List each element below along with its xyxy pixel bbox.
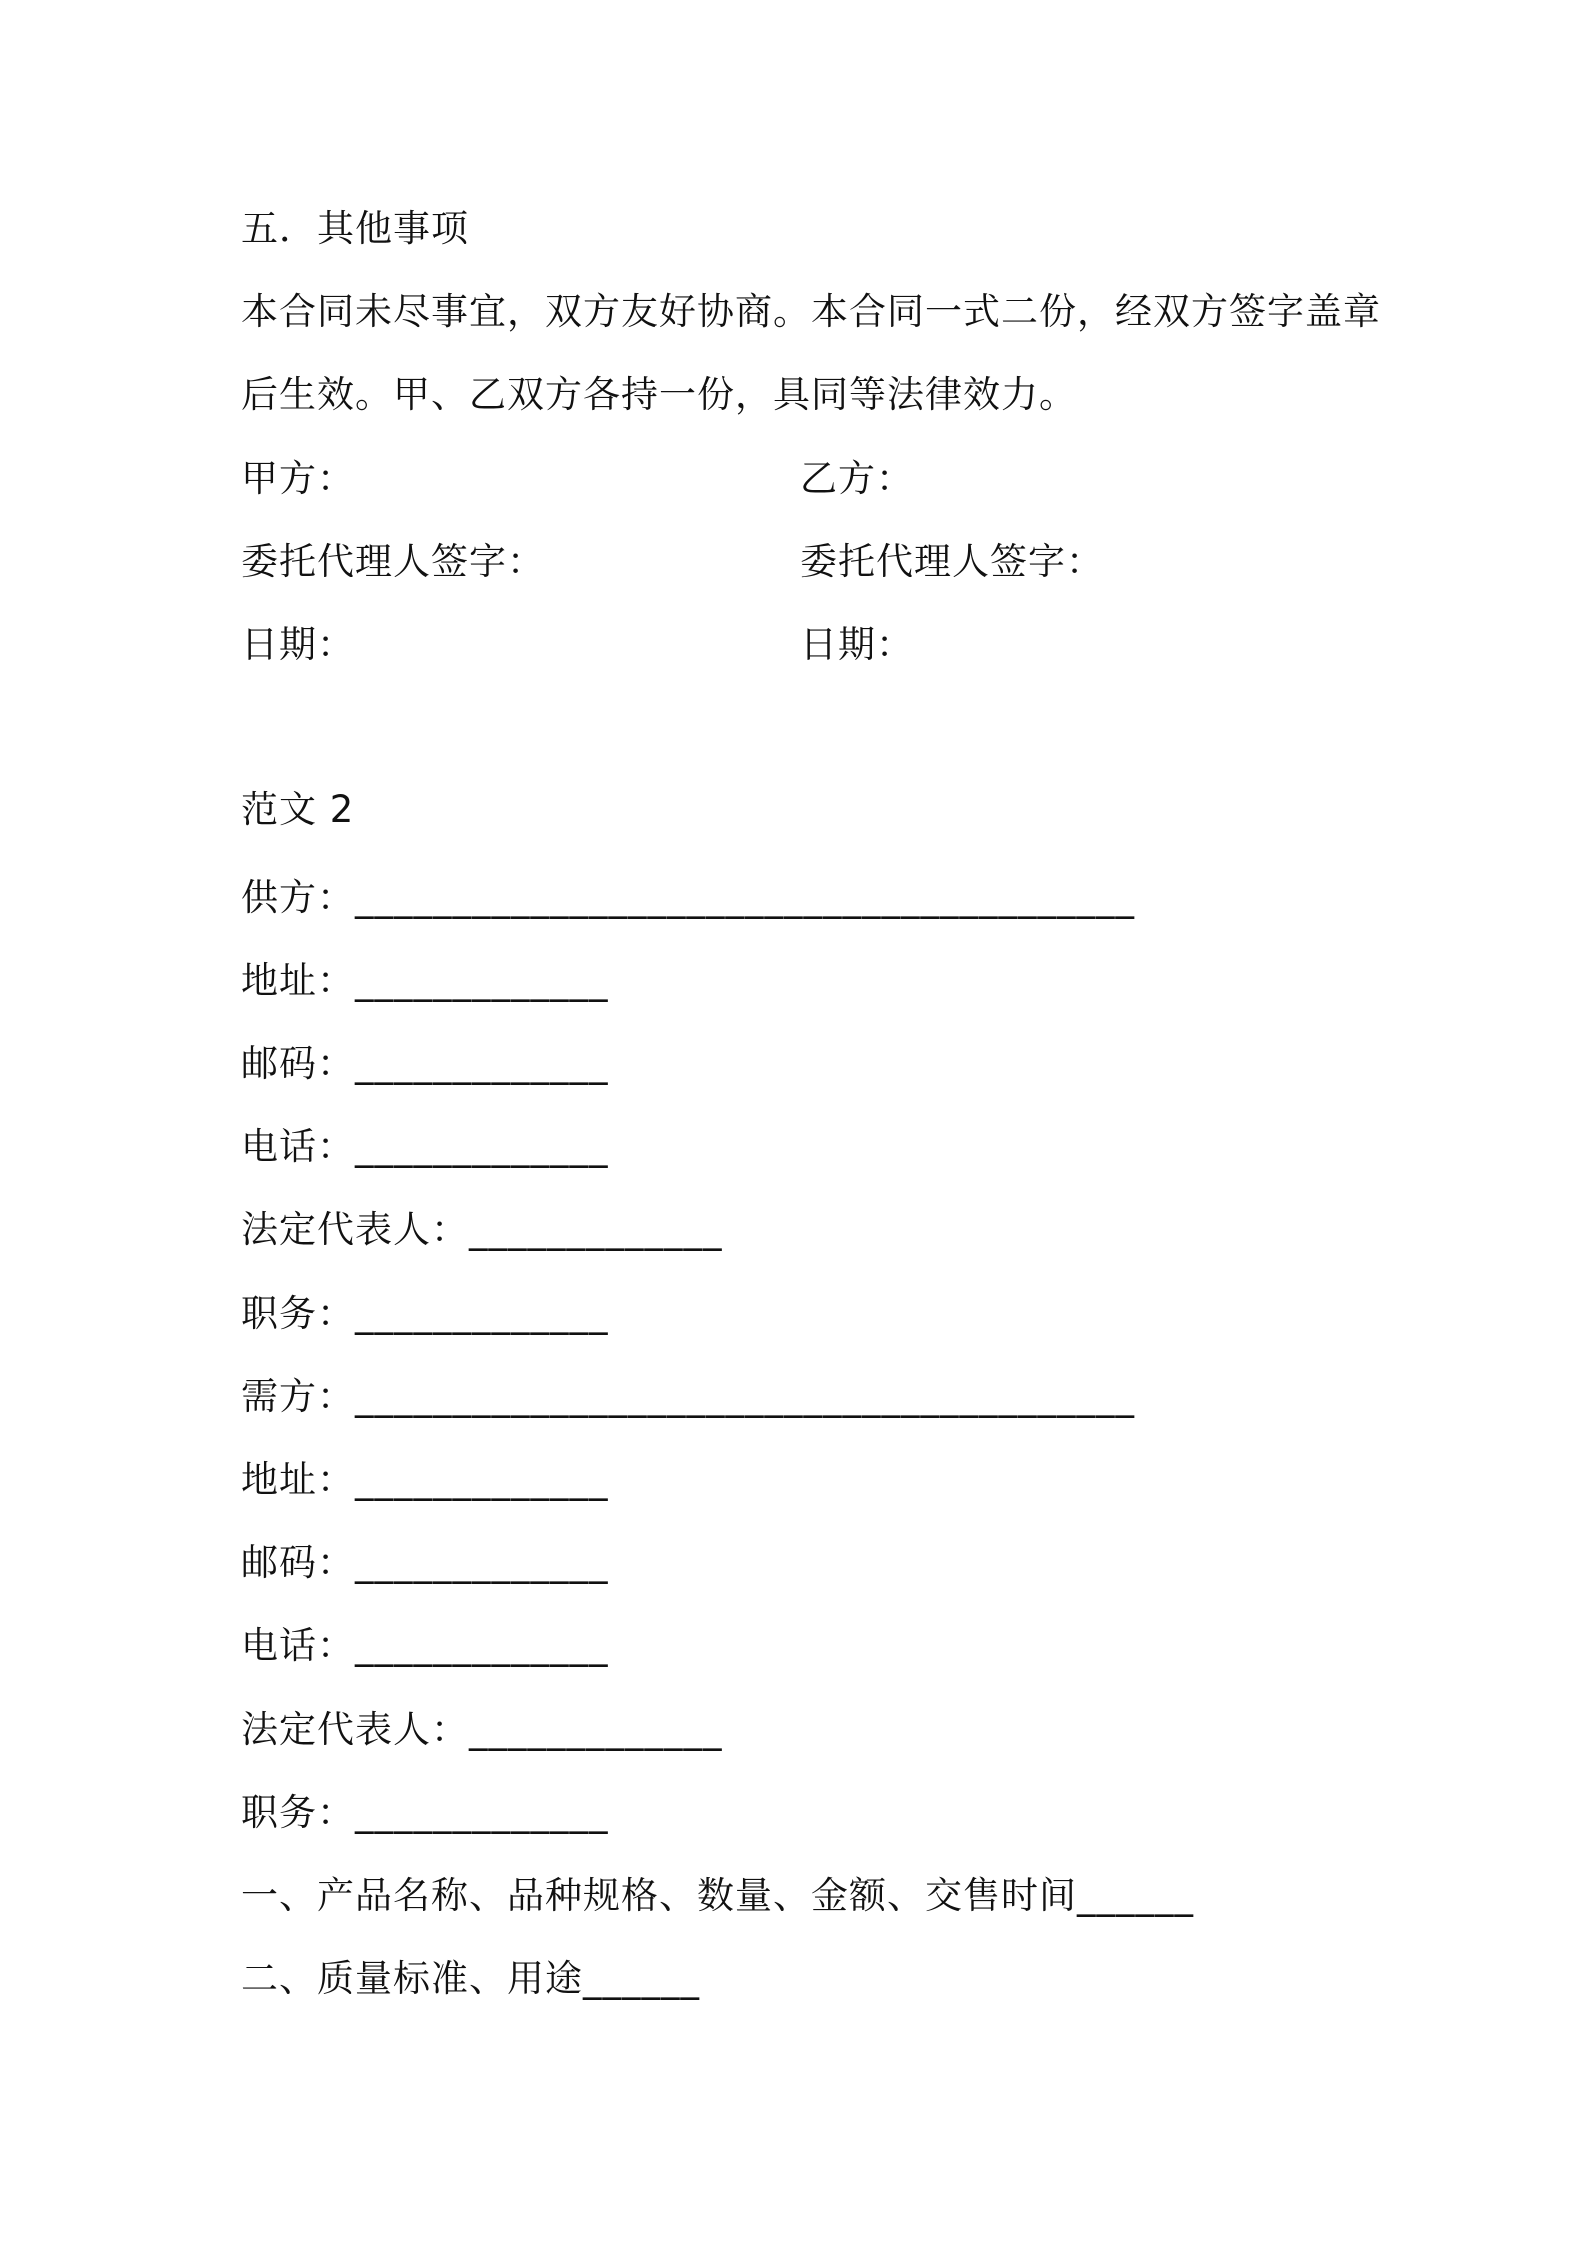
clause-2: 二、质量标准、用途______ (241, 1957, 700, 2000)
supplier-phone-field: 电话：_____________ (241, 1125, 609, 1168)
supplier-name-field: 供方：________________________________________ (241, 876, 1135, 919)
paragraph-line: 本合同未尽事宜，双方友好协商。本合同一式二份，经双方签字盖章 (241, 290, 1381, 333)
agent-a-label: 委托代理人签字： (241, 540, 545, 583)
clause-1: 一、产品名称、品种规格、数量、金额、交售时间______ (241, 1874, 1194, 1917)
buyer-postcode-field: 邮码：_____________ (241, 1541, 609, 1584)
supplier-address-field: 地址：_____________ (241, 959, 609, 1002)
buyer-name-field: 需方：________________________________________ (241, 1375, 1135, 1418)
date-a-label: 日期： (241, 623, 355, 666)
party-b-label: 乙方： (800, 457, 914, 500)
paragraph-line: 后生效。甲、乙双方各持一份，具同等法律效力。 (241, 373, 1077, 416)
buyer-legal-rep-field: 法定代表人：_____________ (241, 1708, 723, 1751)
party-a-label: 甲方： (241, 457, 355, 500)
buyer-position-field: 职务：_____________ (241, 1791, 609, 1834)
agent-b-label: 委托代理人签字： (800, 540, 1104, 583)
date-b-label: 日期： (800, 623, 914, 666)
buyer-phone-field: 电话：_____________ (241, 1624, 609, 1667)
buyer-address-field: 地址：_____________ (241, 1458, 609, 1501)
supplier-position-field: 职务：_____________ (241, 1292, 609, 1335)
supplier-postcode-field: 邮码：_____________ (241, 1042, 609, 1085)
sample-title: 范文 2 (241, 788, 355, 831)
section-heading: 五．其他事项 (241, 207, 469, 250)
supplier-legal-rep-field: 法定代表人：_____________ (241, 1208, 723, 1251)
